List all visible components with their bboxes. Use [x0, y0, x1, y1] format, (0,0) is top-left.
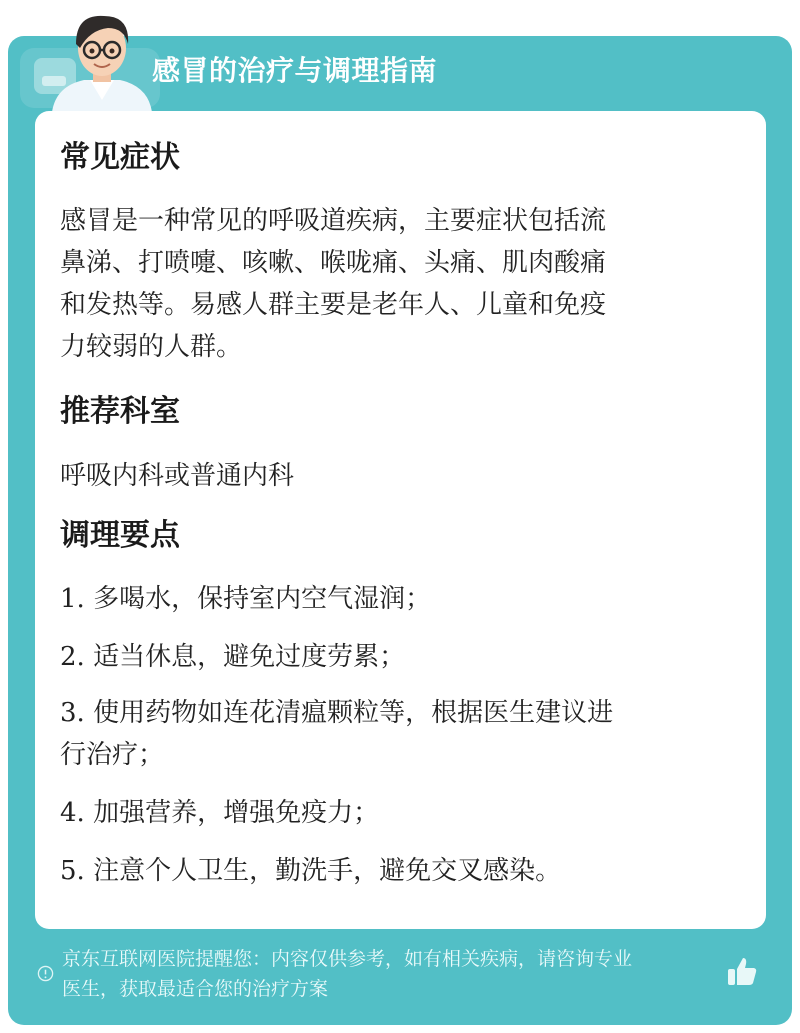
care-heading: 调理要点 — [60, 518, 180, 553]
care-item-text: 适当休息，避免过度劳累； — [93, 642, 406, 672]
symptoms-heading: 常见症状 — [60, 140, 180, 175]
disclaimer-line: 医生，获取最适合您的治疗方案 — [62, 978, 329, 1000]
care-item-number: 2. — [60, 642, 85, 672]
symptoms-line: 感冒是一种常见的呼吸道疾病，主要症状包括流 — [60, 206, 607, 236]
symptoms-line: 鼻涕、打喷嚏、咳嗽、喉咙痛、头痛、肌肉酸痛 — [60, 248, 607, 278]
care-item-text: 多喝水，保持室内空气湿润； — [93, 584, 432, 614]
care-item-number: 3. — [60, 698, 85, 728]
symptoms-text — [60, 200, 730, 368]
care-item — [60, 636, 735, 678]
care-item-text: 使用药物如连花清瘟颗粒等，根据医生建议进 — [93, 698, 614, 728]
disclaimer-line: 京东互联网医院提醒您：内容仅供参考，如有相关疾病，请咨询专业 — [62, 948, 633, 970]
symptoms-line: 和发热等。易感人群主要是老年人、儿童和免疫 — [60, 290, 607, 320]
department-text: 呼吸内科或普通内科 — [60, 461, 295, 491]
page-title: 感冒的治疗与调理指南 — [152, 54, 438, 87]
department-heading: 推荐科室 — [60, 394, 180, 429]
care-item — [60, 850, 735, 892]
care-item — [60, 578, 735, 620]
thumbs-up-icon[interactable] — [724, 954, 760, 990]
info-icon — [37, 965, 54, 982]
care-item-number: 5. — [60, 856, 85, 886]
care-item — [60, 692, 735, 776]
care-item-number: 4. — [60, 798, 85, 828]
care-item-text: 行治疗； — [60, 740, 165, 770]
care-item-number: 1. — [60, 584, 85, 614]
symptoms-line: 力较弱的人群。 — [60, 332, 243, 362]
doctor-avatar-icon — [46, 4, 158, 112]
care-item — [60, 792, 735, 834]
disclaimer — [62, 944, 730, 1004]
care-item-text: 加强营养，增强免疫力； — [93, 798, 380, 828]
care-item-text: 注意个人卫生，勤洗手，避免交叉感染。 — [93, 856, 562, 886]
